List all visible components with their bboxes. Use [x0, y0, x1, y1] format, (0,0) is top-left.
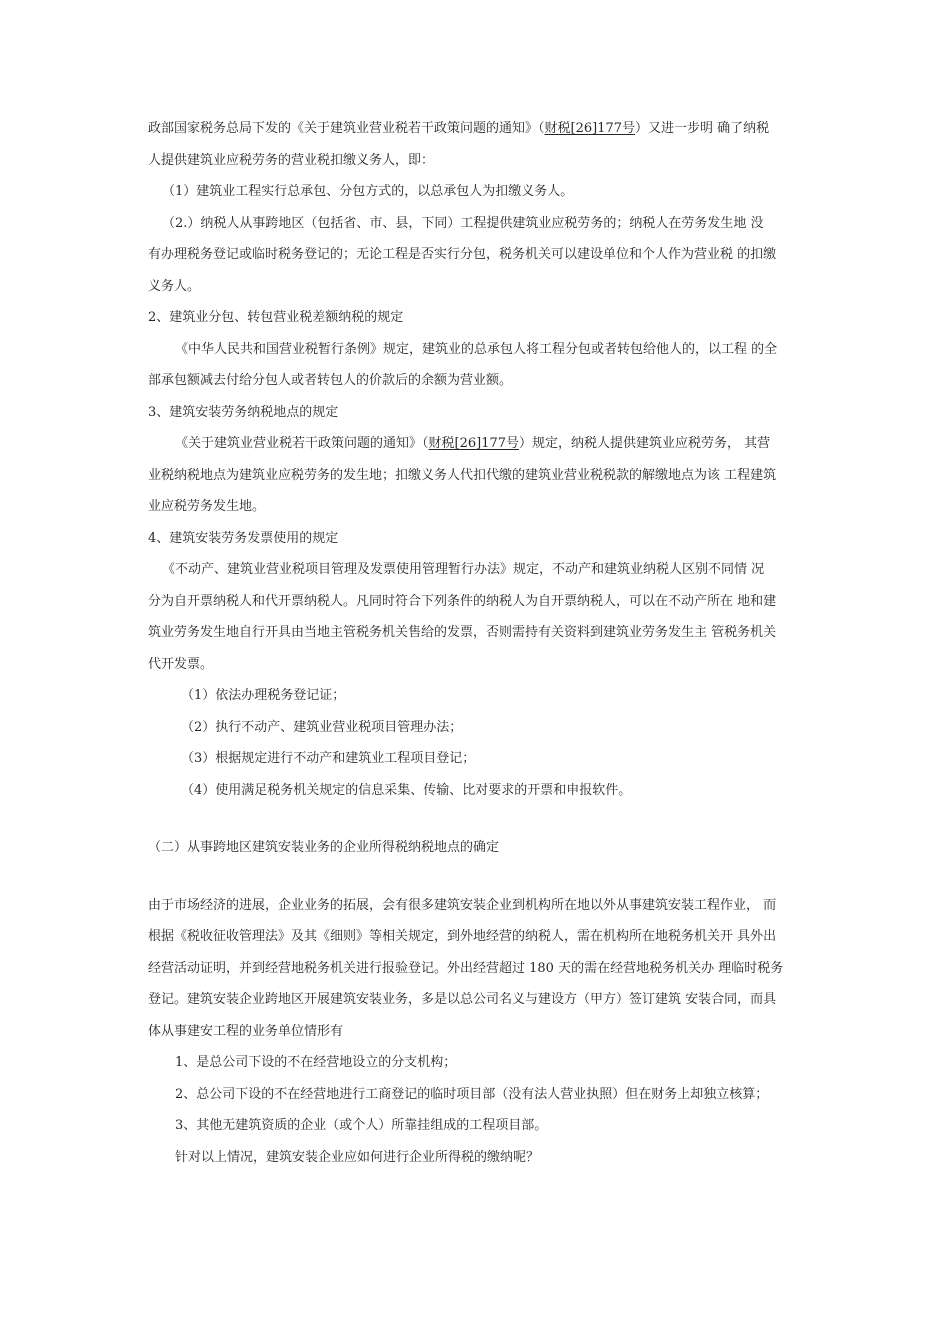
list-item: 3、其他无建筑资质的企业（或个人）所靠挂组成的工程项目部。	[175, 1118, 548, 1133]
spacer	[148, 864, 812, 890]
paragraph-line: 《不动产、建筑业营业税项目管理及发票使用管理暂行办法》规定，不动产和建筑业纳税人区别不同情 况	[162, 562, 765, 577]
list-item: （1）依法办理税务登记证；	[181, 688, 346, 703]
text-run: ）规定，纳税人提供建筑业应税劳务， 其营	[519, 436, 771, 451]
paragraph-line: 部承包额减去付给分包人或者转包人的价款后的余额为营业额。	[148, 373, 513, 388]
list-item: （4）使用满足税务机关规定的信息采集、传输、比对要求的开票和申报软件。	[181, 782, 632, 798]
paragraph-line: 根据《税收征收管理法》及其《细则》等相关规定，到外地经营的纳税人，需在机构所在地税务机关开 具外出	[148, 929, 777, 944]
list-item: 2、总公司下设的不在经营地进行工商登记的临时项目部（没有法人营业执照）但在财务上却独立核算；	[175, 1086, 769, 1102]
document-page	[148, 113, 812, 1173]
paragraph-line: 业税纳税地点为建筑业应税劳务的发生地；扣缴义务人代扣代缴的建筑业营业税税款的解缴地点为该 工程建筑	[148, 467, 777, 483]
paragraph-line: 代开发票。	[148, 656, 214, 672]
document-reference: 财税[26]177号	[544, 121, 636, 136]
paragraph-line: 体从事建安工程的业务单位情形有	[148, 1023, 344, 1039]
paragraph-line	[148, 113, 812, 145]
paragraph-line: 由于市场经济的进展，企业业务的拓展，会有很多建筑安装企业到机构所在地以外从事建筑安装工程作业， 而	[148, 897, 777, 913]
paragraph-line: 针对以上情况，建筑安装企业应如何进行企业所得税的缴纳呢？	[175, 1149, 540, 1165]
document-reference: 财税[26]177号	[428, 436, 520, 451]
paragraph-line: 业应税劳务发生地。	[148, 499, 266, 514]
part-heading: （二）从事跨地区建筑安装业务的企业所得税纳税地点的确定	[148, 840, 500, 855]
spacer	[148, 806, 812, 832]
text-run: ）又进一步明 确了纳税	[635, 121, 770, 136]
paragraph-line: 义务人。	[148, 278, 201, 294]
list-item: （3）根据规定进行不动产和建筑业工程项目登记；	[181, 751, 476, 766]
text-run: 政部国家税务总局下发的《关于建筑业营业税若干政策问题的通知》（	[148, 121, 545, 136]
section-heading: 3、建筑安装劳务纳税地点的规定	[148, 404, 339, 420]
list-item: （1）建筑业工程实行总承包、分包方式的，以总承包人为扣缴义务人。	[162, 184, 574, 199]
paragraph-line: 筑业劳务发生地自行开具由当地主管税务机关售给的发票，否则需持有关资料到建筑业劳务发生主 管税务机关	[148, 625, 777, 640]
paragraph-line: 《中华人民共和国营业税暂行条例》规定，建筑业的总承包人将工程分包或者转包给他人的，以工程 的全	[175, 341, 778, 357]
paragraph-line: 经营活动证明，并到经营地税务机关进行报验登记。外出经营超过 180 天的需在经营地税务机关办 理临时税务	[148, 960, 784, 976]
section-heading: 2、建筑业分包、转包营业税差额纳税的规定	[148, 310, 404, 325]
list-item: （2）执行不动产、建筑业营业税项目管理办法；	[181, 719, 463, 735]
paragraph-line: 分为自开票纳税人和代开票纳税人。凡同时符合下列条件的纳税人为自开票纳税人，可以在不动产所在 地和建	[148, 593, 777, 609]
paragraph-line: 人提供建筑业应税劳务的营业税扣缴义务人，即：	[148, 152, 435, 168]
paragraph-line	[148, 428, 812, 460]
paragraph-line: 登记。建筑安装企业跨地区开展建筑安装业务，多是以总公司名义与建设方（甲方）签订建筑 安装合同，而具	[148, 992, 777, 1007]
list-item: 1、是总公司下设的不在经营地设立的分支机构；	[175, 1055, 457, 1070]
paragraph-line: 有办理税务登记或临时税务登记的；无论工程是否实行分包，税务机关可以建设单位和个人作为营业税 的扣缴	[148, 247, 777, 262]
section-heading: 4、建筑安装劳务发票使用的规定	[148, 530, 339, 546]
text-run: 《关于建筑业营业税若干政策问题的通知》（	[175, 436, 429, 451]
paragraph-line: （2.）纳税人从事跨地区（包括省、市、县，下同）工程提供建筑业应税劳务的；纳税人在劳务发生地 没	[162, 215, 764, 231]
